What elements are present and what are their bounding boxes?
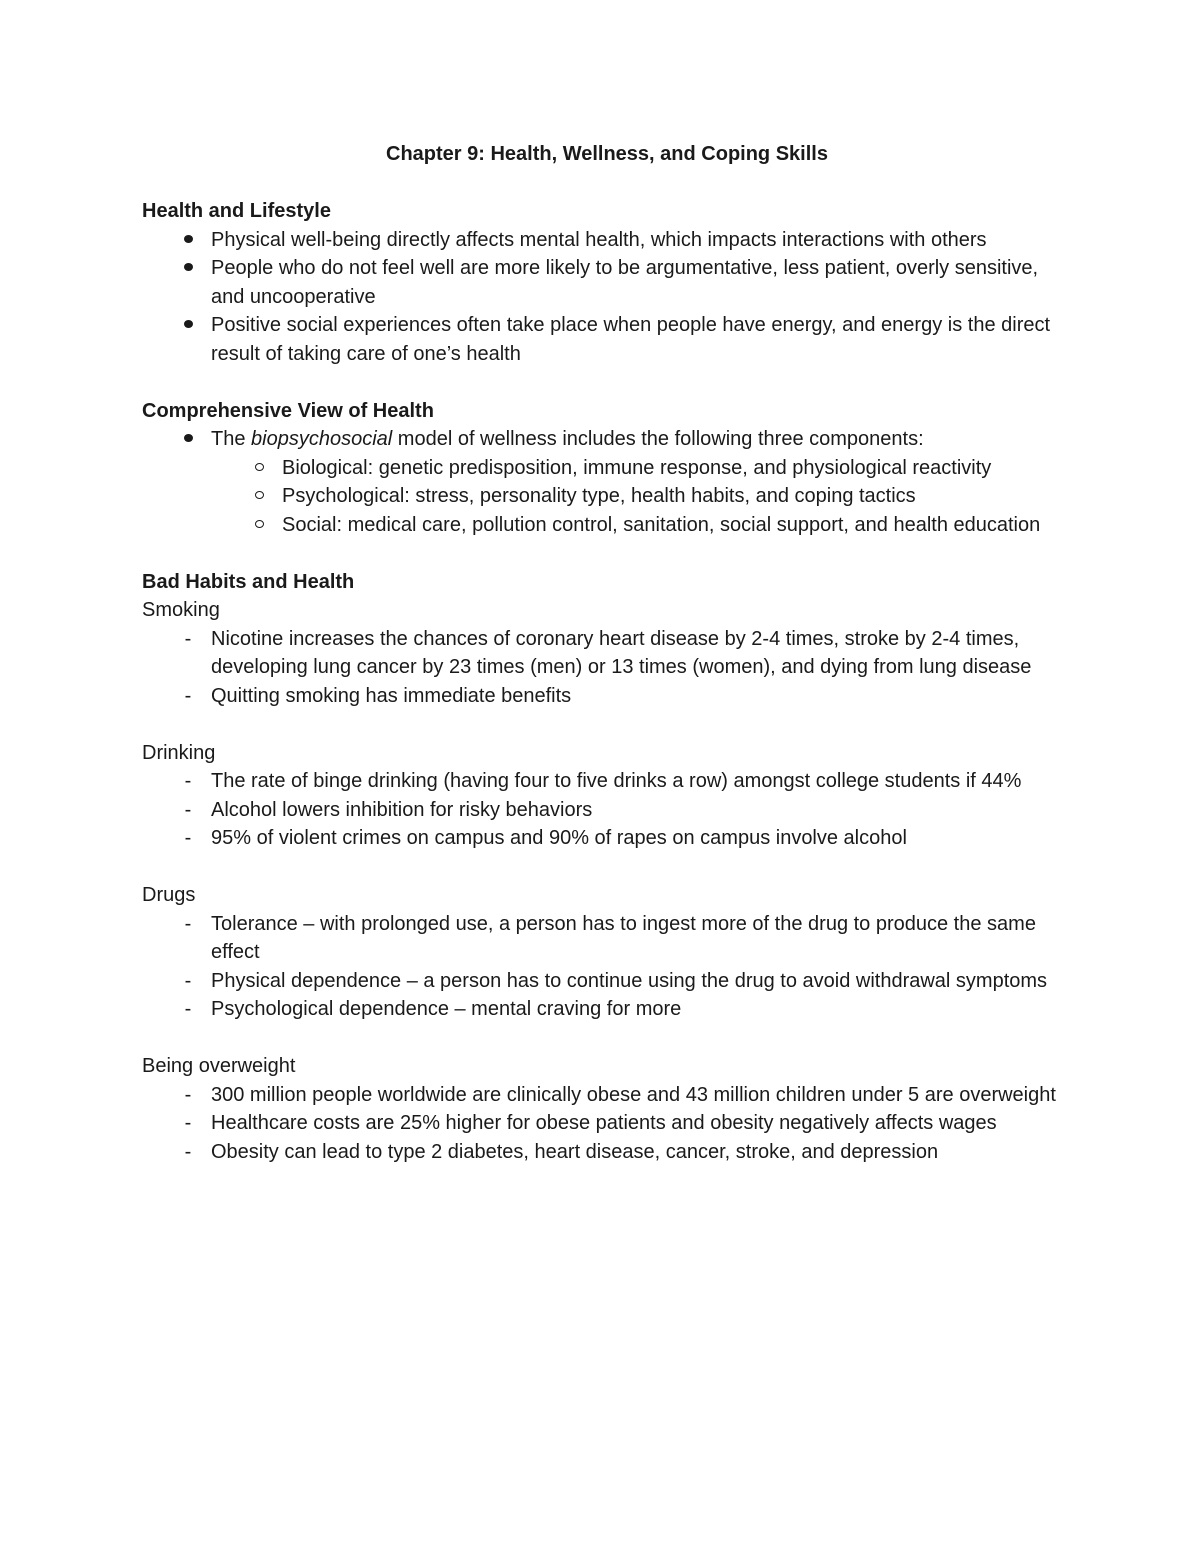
comprehensive-sublist (142, 454, 1072, 540)
list-item (142, 1081, 1072, 1110)
comprehensive-list (142, 425, 1072, 454)
list-item (142, 1109, 1072, 1138)
health-lifestyle-list (142, 226, 1072, 369)
list-item-text: Alcohol lowers inhibition for risky behaviors (211, 798, 593, 821)
list-item-text-pre: The (211, 428, 252, 450)
list-item-text-emphasis: biopsychosocial (251, 428, 393, 450)
list-item (142, 254, 1072, 311)
list-item (142, 1138, 1072, 1167)
sublist-item (142, 511, 1072, 540)
section-heading-health-lifestyle: Health and Lifestyle (142, 200, 331, 222)
subheading-drugs: Drugs (142, 884, 196, 906)
bullet-dash-icon: - (184, 1140, 192, 1163)
list-item-text: 300 million people worldwide are clinically obese and 43 million children under 5 are overweight (211, 1083, 1056, 1106)
bullet-dash-icon: - (184, 770, 192, 792)
subheading-smoking: Smoking (142, 599, 220, 621)
list-item-text: Physical well-being directly affects mental health, which impacts interactions with others (211, 228, 987, 251)
list-item-text: Tolerance – with prolonged use, a person has to ingest more of the drug to produce the same effect (211, 912, 1036, 963)
list-item-text: Quitting smoking has immediate benefits (211, 684, 572, 707)
bullet-dash-icon: - (184, 798, 192, 821)
list-item-text: People who do not feel well are more likely to be argumentative, less patient, overly sensitive, and uncooperative (211, 257, 1039, 308)
list-item-text: The rate of binge drinking (having four to five drinks a row) amongst college students if 44% (211, 770, 1022, 792)
list-item (142, 796, 1072, 825)
list-item (142, 425, 1072, 454)
bullet-disc-icon (178, 226, 198, 255)
document-page (142, 140, 1072, 1166)
drinking-list (142, 767, 1072, 853)
list-item (142, 625, 1072, 682)
list-item-text: Psychological dependence – mental craving for more (211, 998, 682, 1020)
list-item-text: 95% of violent crimes on campus and 90% of rapes on campus involve alcohol (211, 827, 907, 849)
sublist-item (142, 454, 1072, 483)
bullet-circle-icon (249, 454, 269, 483)
list-item-text: Physical dependence – a person has to continue using the drug to avoid withdrawal symptoms (211, 969, 1048, 992)
smoking-list (142, 625, 1072, 711)
bullet-dash-icon: - (184, 827, 192, 849)
overweight-list (142, 1081, 1072, 1167)
list-item (142, 995, 1072, 1024)
sublist-item (142, 482, 1072, 511)
bullet-dash-icon: - (184, 684, 192, 707)
bullet-dash-icon: - (184, 1112, 192, 1134)
subheading-drinking: Drinking (142, 741, 216, 764)
list-item-text: Positive social experiences often take place when people have energy, and energy is the direct result of taking care of one’s health (211, 314, 1051, 365)
bullet-dash-icon: - (184, 1083, 192, 1106)
section-heading-bad-habits: Bad Habits and Health (142, 570, 355, 593)
bullet-disc-icon (178, 311, 198, 340)
bullet-dash-icon: - (184, 969, 192, 992)
list-item-text-post: model of wellness includes the following three components: (392, 428, 924, 450)
subheading-overweight: Being overweight (142, 1055, 296, 1077)
list-item (142, 967, 1072, 996)
bullet-circle-icon (249, 482, 269, 511)
document-title: Chapter 9: Health, Wellness, and Coping Skills (386, 143, 828, 165)
list-item (142, 311, 1072, 368)
bullet-dash-icon: - (184, 627, 192, 650)
list-item (142, 910, 1072, 967)
bullet-dash-icon: - (184, 912, 192, 935)
section-heading-comprehensive: Comprehensive View of Health (142, 399, 434, 422)
bullet-disc-icon (178, 425, 198, 454)
bullet-disc-icon (178, 254, 198, 283)
list-item (142, 824, 1072, 853)
list-item-text: Obesity can lead to type 2 diabetes, heart disease, cancer, stroke, and depression (211, 1140, 939, 1163)
list-item-text: Healthcare costs are 25% higher for obese patients and obesity negatively affects wages (211, 1112, 997, 1134)
list-item (142, 767, 1072, 796)
list-item (142, 682, 1072, 711)
drugs-list (142, 910, 1072, 1024)
list-item (142, 226, 1072, 255)
sublist-item-text: Social: medical care, pollution control, sanitation, social support, and health education (282, 513, 1041, 536)
sublist-item-text: Biological: genetic predisposition, immune response, and physiological reactivity (282, 456, 992, 479)
sublist-item-text: Psychological: stress, personality type, health habits, and coping tactics (282, 485, 916, 507)
bullet-dash-icon: - (184, 998, 192, 1020)
bullet-circle-icon (249, 511, 269, 540)
list-item-text: Nicotine increases the chances of coronary heart disease by 2-4 times, stroke by 2-4 times, developing lung cancer by 23 times (men) or 13 times (women), and dying from lung disease (211, 627, 1032, 678)
